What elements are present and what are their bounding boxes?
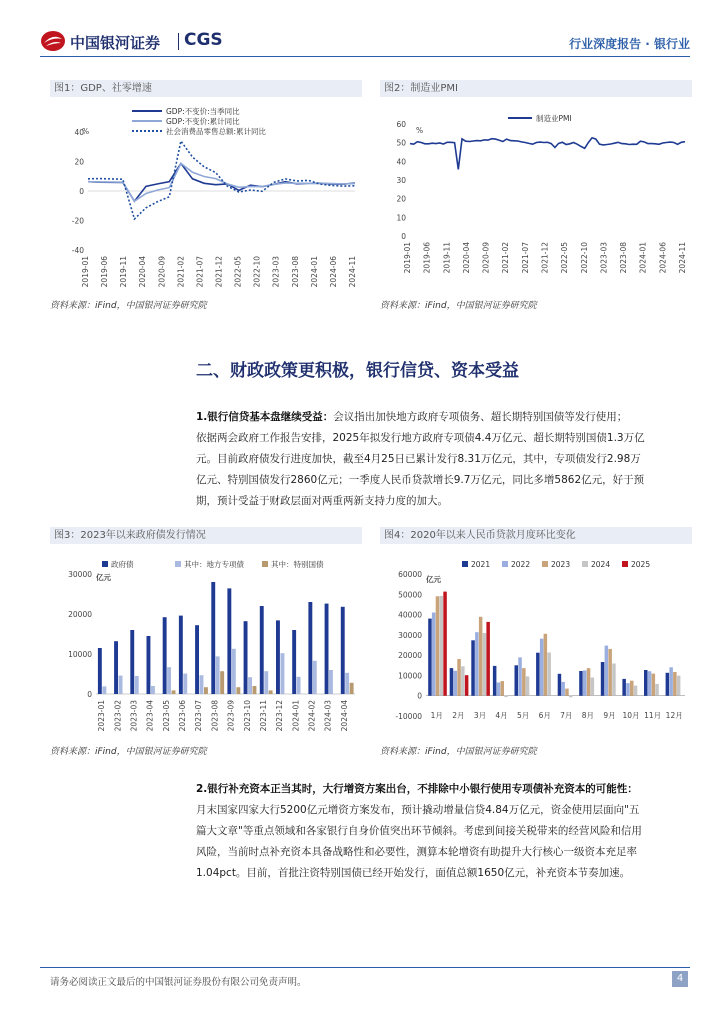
fig2-source: 资料来源：iFind，中国银河证券研究院 [380,301,537,311]
bar-1-4 [518,657,522,695]
x-tick-label: 2020-09 [481,242,491,274]
bar-1-3 [497,683,501,696]
page-number: 4 [672,971,688,987]
x-tick-label: 2021-02 [501,242,511,274]
x-tick-label: 2023-03 [129,700,139,732]
legend-label-1: 其中：地方专项债 [184,560,244,569]
y-tick-label: 40000 [398,610,422,620]
brand-logo-icon [40,30,66,52]
legend-swatch-1 [502,561,508,567]
legend-swatch-4 [622,561,628,567]
bar-0-1 [450,668,454,696]
bar-1-0 [102,686,106,694]
y-tick-label: 20 [396,194,406,204]
x-tick-label: 10月 [622,711,640,720]
bar-0-2 [471,640,475,695]
y-tick-label: 0 [79,187,84,196]
report-type: 行业深度报告 · 银行业 [569,37,690,51]
bar-1-15 [345,673,349,694]
bar-2-1 [457,659,461,696]
x-tick-label: 2022-05 [233,256,243,288]
bar-0-9 [622,679,626,696]
bar-0-10 [644,670,648,696]
bar-0-4 [163,617,167,694]
legend-label-4: 2025 [631,560,651,569]
bar-2-15 [350,683,354,694]
x-tick-label: 12月 [665,711,683,720]
paragraph-2 [196,779,696,884]
legend-swatch-1 [175,561,181,567]
bar-0-14 [325,604,329,694]
x-tick-label: 2023-07 [194,700,204,732]
bar-0-9 [244,621,248,694]
x-tick-label: 2023-04 [145,700,155,732]
y-tick-label: 0 [401,232,406,241]
x-tick-label: 2022-10 [579,242,589,274]
fig4-chart [380,546,692,738]
y-tick-label: 10 [396,213,406,223]
pmi-line [410,138,685,170]
bar-1-2 [475,632,479,696]
bar-0-8 [227,588,231,694]
bar-2-11 [673,672,677,696]
bar-1-9 [248,677,252,694]
x-tick-label: 11月 [644,711,662,720]
x-tick-label: 2月 [452,711,465,720]
paragraph-2-line-0: 月末国家四家大行5200亿元增资方案发布，预计撬动增量信贷4.84万亿元，资金使用层面向"五 [196,804,640,816]
bar-1-12 [297,677,301,694]
bar-0-4 [515,665,519,695]
brand-divider [178,33,179,50]
bar-0-0 [428,619,432,696]
bar-3-8 [612,664,616,696]
x-tick-label: 2023-08 [619,241,629,274]
bar-2-8 [608,649,612,696]
bar-1-11 [281,653,285,694]
bar-0-13 [308,602,312,694]
x-tick-label: 2023-11 [258,700,268,732]
brand-name-en: CGS [184,30,223,50]
bar-1-5 [540,639,544,696]
bar-2-9 [630,681,634,696]
footer-rule [40,967,690,968]
y-tick-label: 20000 [398,651,422,661]
bar-1-13 [313,661,317,694]
bar-1-10 [264,671,268,694]
bar-2-7 [220,671,224,694]
bar-0-5 [179,616,183,694]
legend-swatch-2 [262,561,268,567]
x-tick-label: 2024-01 [291,700,301,732]
x-tick-label: 2019-06 [422,242,432,274]
x-tick-label: 3月 [473,711,487,720]
y-tick-label: -40 [71,246,84,255]
y-tick-label: 10000 [68,650,92,659]
x-tick-label: 1月 [430,711,443,720]
bar-4-0 [443,592,447,696]
x-tick-label: 2023-05 [161,700,171,732]
legend-label-1: 2022 [511,560,531,569]
bar-2-10 [652,674,656,696]
y-tick-label: 20 [74,157,84,167]
x-tick-label: 2023-03 [271,256,281,288]
legend-swatch-2 [542,561,548,567]
legend-label-0: GDP:不变价:当季同比 [166,107,240,116]
bar-1-7 [583,670,587,695]
y-tick-label: 50 [396,138,406,148]
x-tick-label: 2021-12 [214,256,224,288]
bar-2-2 [479,617,483,696]
bar-1-7 [216,656,220,694]
y-tick-label: 0 [417,691,422,701]
x-tick-label: 2024-01 [309,256,319,288]
x-tick-label: 2022-05 [560,242,570,274]
bar-3-6 [569,696,573,698]
bar-3-4 [526,676,530,695]
footer-disclaimer: 请务必阅读正文最后的中国银河证券股份有限公司免责声明。 [50,977,307,988]
paragraph-1-line-4: 期，预计受益于财政层面对两重两新支持力度的加大。 [196,495,448,507]
x-tick-label: 2023-03 [599,242,609,274]
y-tick-label: 60 [396,120,406,129]
y-tick-label: 50000 [398,590,422,600]
x-tick-label: 2023-10 [242,700,252,732]
bar-3-9 [634,686,638,696]
bar-0-7 [211,582,215,694]
legend-label-0: 制造业PMI [536,114,572,123]
bar-3-1 [461,666,465,695]
legend-label-1: GDP:不变价:累计同比 [166,117,240,126]
y-tick-label: 40 [74,128,84,137]
x-tick-label: 2023-01 [97,700,107,732]
bar-4-2 [486,622,490,696]
y-tick-label: 10000 [398,671,422,681]
bar-1-1 [454,671,458,696]
bar-1-4 [167,667,171,694]
bar-2-6 [204,687,208,694]
y-tick-label: 30 [396,176,406,185]
bar-3-3 [504,696,508,697]
bar-2-4 [172,690,176,694]
paragraph-1-line-3: 亿元、特别国债发行2860亿元；一季度人民币贷款增长9.7万亿元，同比多增5862亿元，好于预 [196,474,645,486]
x-tick-label: 2023-06 [178,700,188,732]
paragraph-2-line-1: 篇大文章"等重点领域和各家银行自身价值突出环节倾斜。考虑到间接关税带来的经营风险和信用 [196,825,642,837]
x-tick-label: 2019-11 [119,256,129,288]
bar-1-2 [135,676,139,694]
fig1-unit-label: % [82,127,90,136]
bar-3-11 [677,676,681,696]
bar-1-9 [626,683,630,696]
legend-swatch-3 [582,561,588,567]
bar-2-9 [253,686,257,694]
bar-1-5 [183,674,187,694]
y-tick-label: 60000 [398,570,422,579]
header-rule [40,56,690,57]
bar-0-3 [493,666,497,696]
x-tick-label: 8月 [581,711,595,720]
legend-label-2: 2023 [551,560,571,569]
fig1-chart [50,98,362,294]
x-tick-label: 2023-08 [210,700,220,732]
bar-2-6 [565,689,569,696]
bar-2-7 [587,668,591,696]
x-tick-label: 9月 [603,711,616,720]
fig3-title: 图3：2023年以来政府债发行情况 [50,527,362,544]
x-tick-label: 4月 [495,711,508,720]
fig3-chart [50,546,362,738]
bar-3-10 [655,684,659,696]
fig4-source: 资料来源：iFind，中国银河证券研究院 [380,747,537,757]
y-tick-label: 40 [396,157,406,167]
bar-0-7 [579,671,583,696]
bar-3-5 [547,653,551,696]
paragraph-1-line-1: 依据两会政府工作报告安排，2025年拟发行地方政府专项债4.4万亿元、超长期特别国债1.3万亿 [196,432,645,444]
x-tick-label: 2022-10 [252,256,262,288]
series-line-0 [88,163,355,201]
x-tick-label: 2019-01 [403,242,412,274]
legend-label-0: 2021 [471,560,491,569]
section-title: 二、财政政策更积极，银行信贷、资本受益 [196,361,519,381]
legend-label-2: 其中：特别国债 [271,560,324,569]
x-tick-label: 2023-09 [226,700,236,732]
series-line-1 [88,163,355,201]
x-tick-label: 2024-02 [307,700,317,732]
fig4-unit-label: 亿元 [426,575,441,584]
fig4-title: 图4：2020年以来人民币贷款月度环比变化 [380,527,692,544]
bar-4-1 [465,675,469,696]
brand-name-cn: 中国银河证券 [70,34,161,52]
x-tick-label: 2021-12 [540,242,550,274]
y-tick-label: 0 [87,690,92,699]
bar-0-5 [536,653,540,696]
fig3-unit-label: 亿元 [96,573,111,582]
fig1-title: 图1：GDP、社零增速 [50,80,362,97]
y-tick-label: 30000 [398,630,422,640]
bar-0-3 [147,636,151,694]
bar-1-3 [151,686,155,694]
bar-3-0 [440,596,444,696]
bar-1-8 [232,649,236,694]
x-tick-label: 2019-11 [442,242,452,274]
x-tick-label: 2020-04 [138,256,148,288]
bar-2-5 [544,634,548,696]
bar-1-10 [648,671,652,696]
bar-2-4 [522,668,526,696]
bar-1-1 [119,676,123,694]
bar-1-6 [561,682,565,696]
x-tick-label: 6月 [538,711,551,720]
x-tick-label: 2023-02 [113,700,123,732]
x-tick-label: 2024-01 [638,242,648,274]
y-tick-label: -10000 [395,712,422,721]
bar-0-11 [666,673,670,696]
bar-0-1 [114,641,118,694]
bar-1-6 [200,675,204,694]
bar-3-7 [591,678,595,696]
legend-label-2: 社会消费品零售总额:累计同比 [166,127,267,136]
bar-0-6 [558,674,562,696]
x-tick-label: 2024-03 [323,700,333,732]
paragraph-1 [196,407,690,512]
bar-2-8 [236,687,240,694]
bar-1-11 [669,667,673,695]
x-tick-label: 2023-08 [290,255,300,288]
bar-0-10 [260,606,264,694]
bar-0-6 [195,625,199,694]
fig1-source: 资料来源：iFind，中国银河证券研究院 [50,301,207,311]
bar-0-2 [130,630,134,694]
x-tick-label: 2024-11 [678,242,687,274]
x-tick-label: 2020-04 [461,242,471,274]
bar-3-2 [483,633,487,696]
legend-label-3: 2024 [591,560,611,569]
bar-1-0 [432,613,436,696]
x-tick-label: 2021-07 [520,242,530,274]
paragraph-2-line-3: 1.04pct。目前，首批注资特别国债已经开始发行，面值总额1650亿元，补充资本节奏加速。 [196,867,631,879]
y-tick-label: 20000 [68,610,92,619]
x-tick-label: 2019-01 [81,256,90,288]
fig3-source: 资料来源：iFind，中国银河证券研究院 [50,747,207,757]
paragraph-1-line-2: 元。目前政府债发行进度加快，截至4月25日已累计发行8.31万亿元，其中，专项债发行2.98万 [196,453,641,465]
bar-1-14 [329,670,333,694]
bar-0-0 [98,648,102,694]
bar-2-3 [501,681,505,696]
fig2-chart [380,98,692,294]
paragraph-1-line-0: 1.银行信贷基本盘继续受益：会议指出加快地方政府专项债务、超长期特别国债等发行使用； [196,411,628,423]
x-tick-label: 2024-06 [658,242,668,274]
x-tick-label: 7月 [560,711,573,720]
paragraph-2-line-2: 风险，当前时点补充资本具备战略性和必要性，测算本轮增资有助提升大行核心一级资本充足率 [196,846,637,858]
y-tick-label: -20 [71,216,84,226]
paragraph-2-heading: 2.银行补充资本正当其时，大行增资方案出台，不排除中小银行使用专项债补充资本的可能性： [196,783,638,795]
x-tick-label: 2024-04 [339,700,349,732]
bar-0-11 [276,620,280,694]
legend-label-0: 政府债 [111,560,134,569]
x-tick-label: 2023-12 [275,700,285,732]
fig2-unit-label: % [416,126,424,135]
x-tick-label: 5月 [516,711,530,720]
y-tick-label: 30000 [68,570,92,579]
x-tick-label: 2024-11 [348,256,357,288]
series-line-2 [88,141,355,219]
x-tick-label: 2021-02 [176,256,186,288]
bar-1-8 [605,646,609,696]
bar-0-15 [341,607,345,694]
x-tick-label: 2024-06 [328,256,338,288]
bar-2-10 [269,690,273,694]
x-tick-label: 2020-09 [157,256,167,288]
bar-0-8 [601,662,605,696]
paragraph-1-heading: 1.银行信贷基本盘继续受益： [196,411,334,423]
fig2-title: 图2：制造业PMI [380,80,692,97]
x-tick-label: 2021-07 [195,256,205,288]
bar-2-0 [436,596,440,695]
legend-swatch-0 [462,561,468,567]
bar-0-12 [292,630,296,694]
legend-swatch-0 [102,561,108,567]
x-tick-label: 2019-06 [100,256,110,288]
